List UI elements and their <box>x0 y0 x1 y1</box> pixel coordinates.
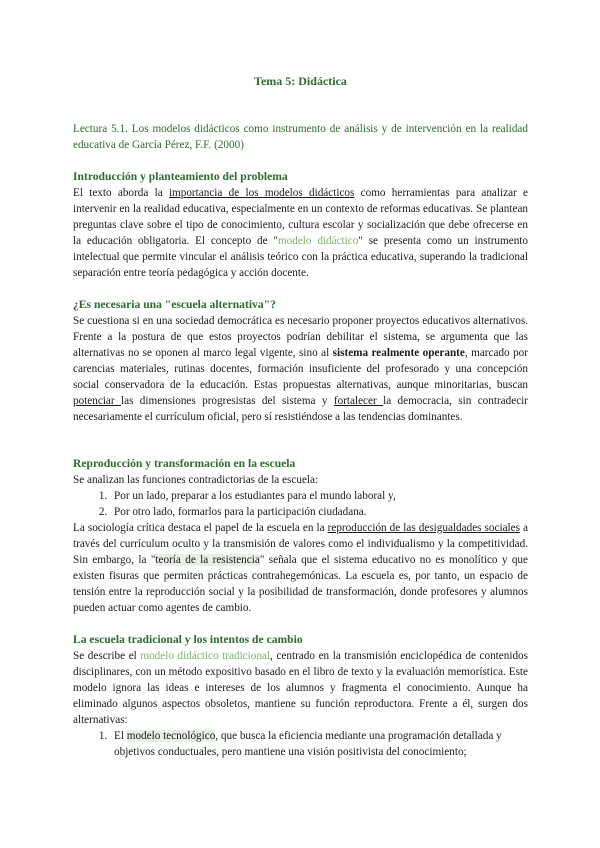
section-heading-intro: Introducción y planteamiento del problema <box>73 170 288 183</box>
text-run: " señala que el sistema educativo no es monolítico y que existen fisuras que permiten prácticas contrahegemónicas. La escuela es, por tanto, un espacio de tensión entre la reproducción social y la posibilidad de transformación, donde profesores y alumnos pueden actuar como agentes de cambio. <box>73 554 528 614</box>
text-run: La sociología crítica destaca el papel de la escuela en la <box>73 522 328 534</box>
section-intro-line: Se analizan las funciones contradictorias de la escuela: <box>73 474 319 486</box>
underlined-text: potenciar <box>73 395 121 407</box>
alternatives-list <box>73 728 528 760</box>
bold-term: sistema realmente operante <box>332 347 465 359</box>
list-item: 1. Por un lado, preparar a los estudiantes para el mundo laboral y, <box>110 488 528 504</box>
highlighted-term: modelo tecnológico <box>126 730 216 742</box>
text-run: Se describe el <box>73 650 141 662</box>
underlined-text: importancia de los modelos didácticos <box>168 187 355 199</box>
text-run: Se cuestiona si en una sociedad democrática es necesario proponer proyectos educativos alternativos. Frente a la postura de que estos proyectos podrían debilitar el sistema, se argumenta que las alternativas no se oponen al marco legal vigente, sino al <box>73 315 528 359</box>
section-paragraph-tradicional <box>73 648 528 728</box>
section-heading-reproduccion: Reproducción y transformación en la escuela <box>73 457 296 470</box>
section-heading-alternativa: ¿Es necesaria una "escuela alternativa"? <box>73 298 276 311</box>
text-run: El <box>114 730 127 742</box>
lecture-reference: Lectura 5.1. Los modelos didácticos como instrumento de análisis y de intervención en la realidad educativa de García Pérez, F.F. (2000) <box>73 123 528 151</box>
section-paragraph-reproduccion <box>73 520 528 616</box>
text-run: , centrado en la transmisión enciclopédica de contenidos disciplinares, con un método expositivo basado en el libro de texto y la evaluación memorística. Este modelo ignora las ideas e intereses de los alumnos y fragmenta el conocimiento. Aunque ha eliminado algunos aspectos obsoletos, mantiene su función reproductora. Frente a él, surgen dos alternativas: <box>73 650 529 726</box>
functions-list <box>73 488 528 520</box>
text-run: las dimensiones progresistas del sistema y <box>121 395 334 407</box>
highlighted-term: modelo didáctico tradicional <box>140 650 271 662</box>
text-run: a través del currículum oculto y la transmisión de valores como el individualismo y la competitividad. Sin embargo, la " <box>73 522 528 566</box>
section-heading-tradicional: La escuela tradicional y los intentos de cambio <box>73 633 303 646</box>
underlined-text: reproducción de las desigualdades sociales <box>327 522 520 534</box>
list-item: 2. Por otro lado, formarlos para la participación ciudadana. <box>110 504 528 520</box>
list-item <box>110 728 528 760</box>
text-run: El texto aborda la <box>73 187 169 199</box>
text-run: , marcado por carencias materiales, rutinas docentes, formación insuficiente del profesorado y una concepción social conservadora de la educación. Estas propuestas alternativas, aunque minoritarias, buscan <box>73 347 528 391</box>
section-intro <box>73 169 528 281</box>
highlighted-term: teoría de la resistencia <box>155 554 260 566</box>
document-title: Tema 5: Didáctica <box>254 74 347 88</box>
section-tradicional <box>73 632 528 760</box>
highlighted-term: modelo didáctico <box>277 235 359 247</box>
text-run: , que busca la eficiencia mediante una programación detallada y objetivos conductuales, pero mantiene una visión positivista del conocimiento; <box>114 730 502 758</box>
text-run: como herramientas para analizar e intervenir en la realidad educativa, especialmente en un contexto de reformas educativas. Se plantean preguntas clave sobre el tipo de conocimiento, cultura escolar y socialización que debe ofrecerse en la educación obligatoria. El concepto de " <box>73 187 529 247</box>
section-paragraph-intro <box>73 185 528 281</box>
text-run: " se presenta como un instrumento intelectual que permite vincular el análisis teórico con la práctica educativa, superando la tradicional separación entre teoría pedagógica y acción docente. <box>73 235 528 279</box>
text-run: la democracia, sin contradecir necesariamente el currículum oficial, pero sí resistiéndose a las tendencias dominantes. <box>73 395 528 423</box>
section-paragraph-alternativa <box>73 313 528 425</box>
underlined-text: fortalecer <box>333 395 384 407</box>
section-alternativa <box>73 297 528 425</box>
section-reproduccion <box>73 456 528 616</box>
